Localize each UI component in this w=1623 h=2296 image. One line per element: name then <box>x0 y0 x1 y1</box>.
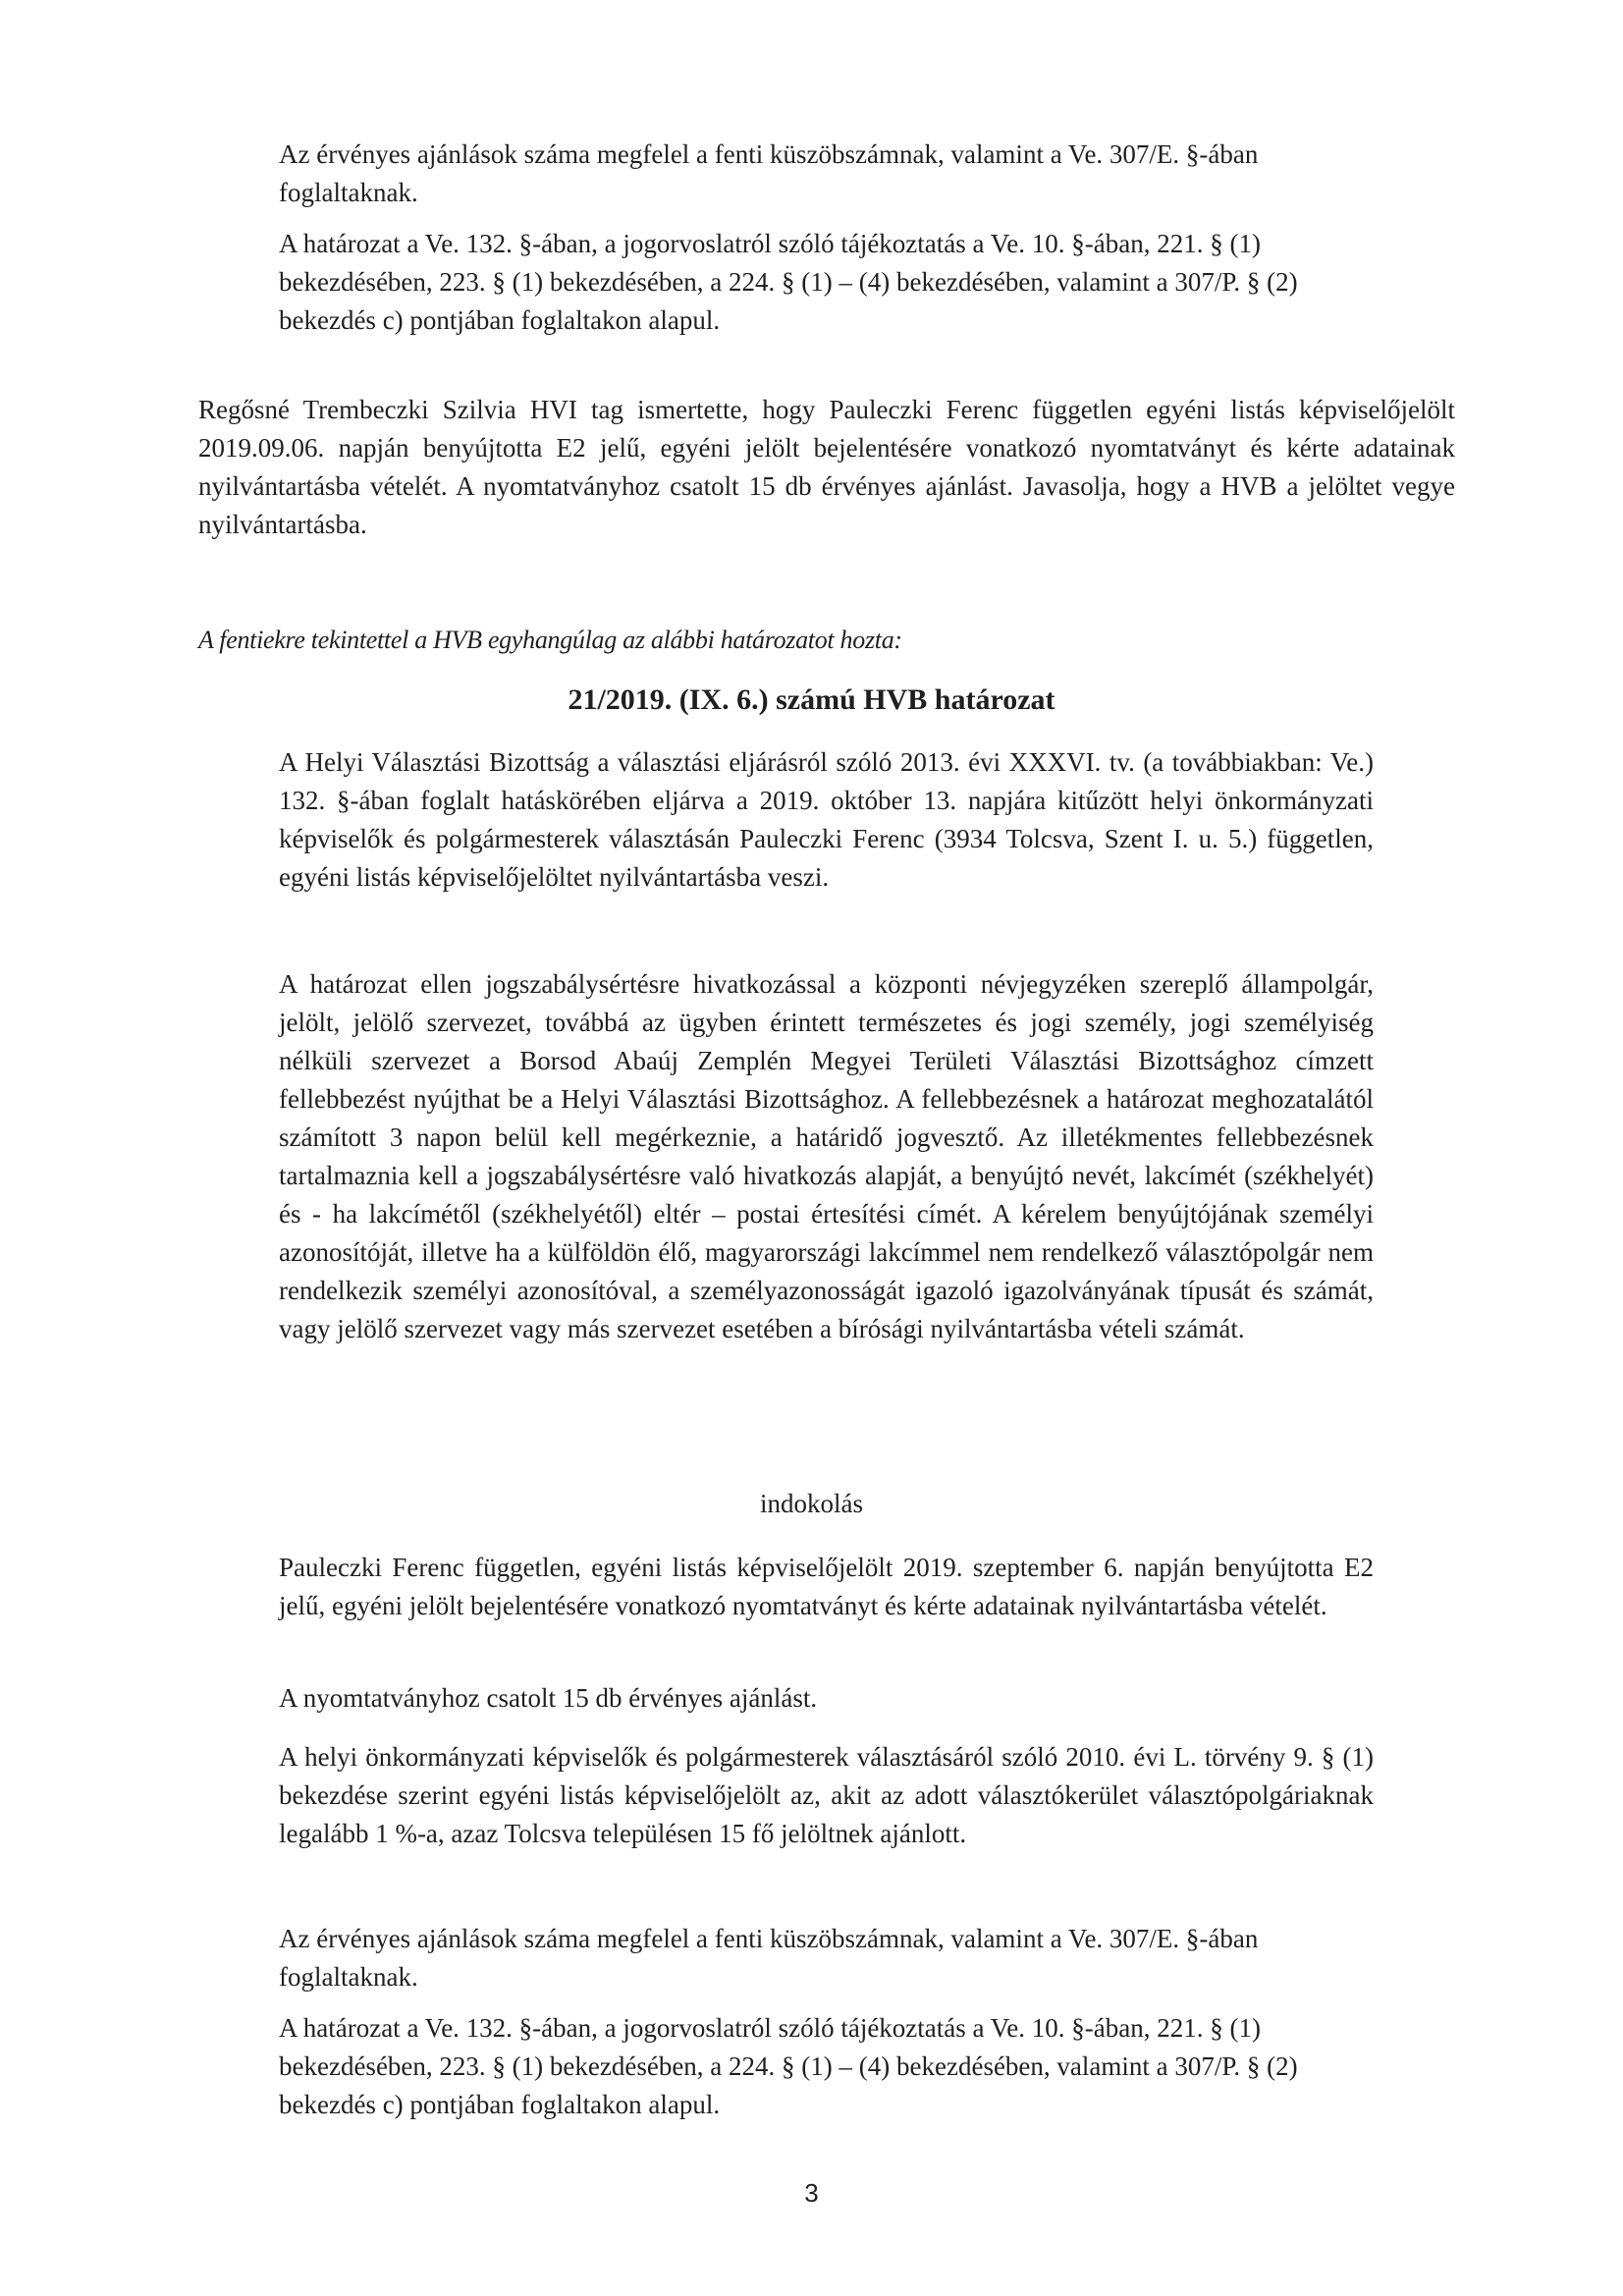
decision-paragraph: A Helyi Választási Bizottság a választási eljárásról szóló 2013. évi XXXVI. tv. (a továbbiakban: Ve.) 132. §-ában foglalt hatáskörében eljárva a 2019. október 13. napjára kitűzött helyi önkormányzati képviselők és polgármesterek választásán Pauleczki Ferenc (3934 Tolcsva, Szent I. u. 5.) független, egyéni listás képviselőjelöltet nyilvántartásba veszi. <box>279 747 1374 892</box>
threshold-paragraph-bottom: Az érvényes ajánlások száma megfelel a fenti küszöbszámnak, valamint a Ve. 307/E. §-ában foglaltaknak. <box>279 1924 1259 1992</box>
reasoning-paragraph-3: A helyi önkormányzati képviselők és polgármesterek választásáról szóló 2010. évi L. törvény 9. § (1) bekezdése szerint egyéni listás képviselőjelölt az, akit az adott választókerület választópolgáriaknak legalább 1 %-a, azaz Tolcsva településen 15 fő jelöltnek ajánlott. <box>279 1742 1374 1848</box>
unanimous-decision-line: A fentiekre tekintettel a HVB egyhangúlag az alábbi határozatot hozta: <box>198 626 902 654</box>
legal-basis-paragraph-bottom: A határozat a Ve. 132. §-ában, a jogorvoslatról szóló tájékoztatás a Ve. 10. §-ában, 221. § (1) bekezdésében, 223. § (1) bekezdésében, a 224. § (1) – (4) bekezdésében, valamint a 307/P. § (2) bekezdés c) pontjában foglaltakon alapul. <box>279 2013 1298 2119</box>
appeal-paragraph: A határozat ellen jogszabálysértésre hivatkozással a központi névjegyzéken szereplő állampolgár, jelölt, jelölő szervezet, továbbá az ügyben érintett természetes és jogi személy, jogi személyiség nélküli szervezet a Borsod Abaúj Zemplén Megyei Területi Választási Bizottsághoz címzett fellebbezést nyújthat be a Helyi Választási Bizottsághoz. A fellebbezésnek a határozat meghozatalától számított 3 napon belül kell megérkeznie, a határidő jogvesztő. Az illetékmentes fellebbezésnek tartalmaznia kell a jogszabálysértésre való hivatkozás alapját, a benyújtó nevét, lakcímét (székhelyét) és - ha lakcímétől (székhelyétől) eltér – postai értesítési címét. A kérelem benyújtójának személyi azonosítóját, illetve ha a külföldön élő, magyarországi lakcímmel nem rendelkező választópolgár nem rendelkezik személyi azonosítóval, a személyazonosságát igazoló igazolványának típusát és számát, vagy jelölő szervezet vagy más szervezet esetében a bírósági nyilvántartásba vételi számát. <box>279 969 1374 1343</box>
legal-basis-paragraph-top: A határozat a Ve. 132. §-ában, a jogorvoslatról szóló tájékoztatás a Ve. 10. §-ában, 221. § (1) bekezdésében, 223. § (1) bekezdésében, a 224. § (1) – (4) bekezdésében, valamint a 307/P. § (2) bekezdés c) pontjában foglaltakon alapul. <box>279 229 1298 335</box>
resolution-title: 21/2019. (IX. 6.) számú HVB határozat <box>568 683 1055 716</box>
reasoning-heading: indokolás <box>760 1489 863 1518</box>
page-number: 3 <box>804 2178 819 2208</box>
reasoning-paragraph-2: A nyomtatványhoz csatolt 15 db érvényes ajánlást. <box>279 1683 818 1713</box>
threshold-paragraph-top: Az érvényes ajánlások száma megfelel a fenti küszöbszámnak, valamint a Ve. 307/E. §-ában foglaltaknak. <box>279 139 1259 207</box>
report-paragraph: Regősné Trembeczki Szilvia HVI tag ismertette, hogy Pauleczki Ferenc független egyéni listás képviselőjelölt 2019.09.06. napján benyújtotta E2 jelű, egyéni jelölt bejelentésére vonatkozó nyomtatványt és kérte adatainak nyilvántartásba vételét. A nyomtatványhoz csatolt 15 db érvényes ajánlást. Javasolja, hogy a HVB a jelöltet vegye nyilvántartásba. <box>198 395 1455 539</box>
reasoning-paragraph-1: Pauleczki Ferenc független, egyéni listás képviselőjelölt 2019. szeptember 6. napján benyújtotta E2 jelű, egyéni jelölt bejelentésére vonatkozó nyomtatványt és kérte adatainak nyilvántartásba vételét. <box>279 1553 1374 1620</box>
